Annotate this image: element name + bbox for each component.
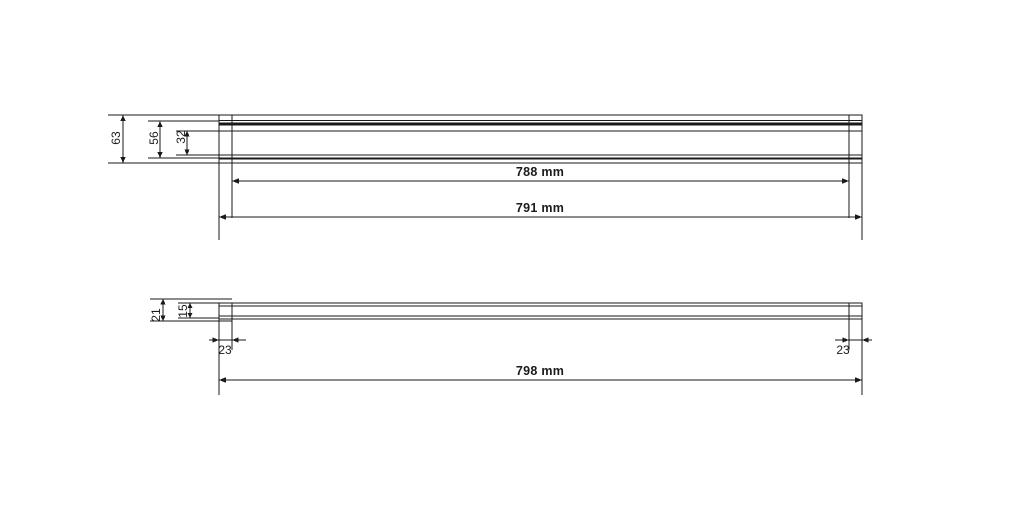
dim-label-791: 791 mm (515, 201, 565, 215)
dim-label-32: 32 (174, 130, 188, 144)
dim-label-15: 15 (176, 304, 190, 318)
arrow-63-top (120, 115, 125, 121)
dim-label-23-right: 23 (836, 343, 850, 357)
arrow-798-right (855, 377, 862, 383)
arrow-791-left (219, 214, 226, 220)
dim-label-788: 788 mm (515, 165, 565, 179)
dim-label-63: 63 (109, 131, 123, 145)
arrow-791-right (855, 214, 862, 220)
part-outline-v2 (219, 303, 862, 319)
dim-label-56: 56 (147, 131, 161, 145)
arrow-788-right (842, 178, 849, 184)
dim-label-798: 798 mm (515, 364, 565, 378)
arrow-788-left (232, 178, 239, 184)
dim-label-21: 21 (149, 308, 163, 322)
arrow-798-left (219, 377, 226, 383)
arrow-63-bottom (120, 157, 125, 163)
arrow-23-right-a (843, 337, 850, 342)
part-outline-v1 (219, 115, 862, 163)
dim-label-23-left: 23 (218, 343, 232, 357)
arrow-23-right-b (862, 337, 869, 342)
arrow-56-bottom (157, 152, 162, 158)
arrow-32-bottom (184, 150, 189, 156)
arrow-23-left-a (213, 337, 220, 342)
arrow-23-left-b (232, 337, 239, 342)
